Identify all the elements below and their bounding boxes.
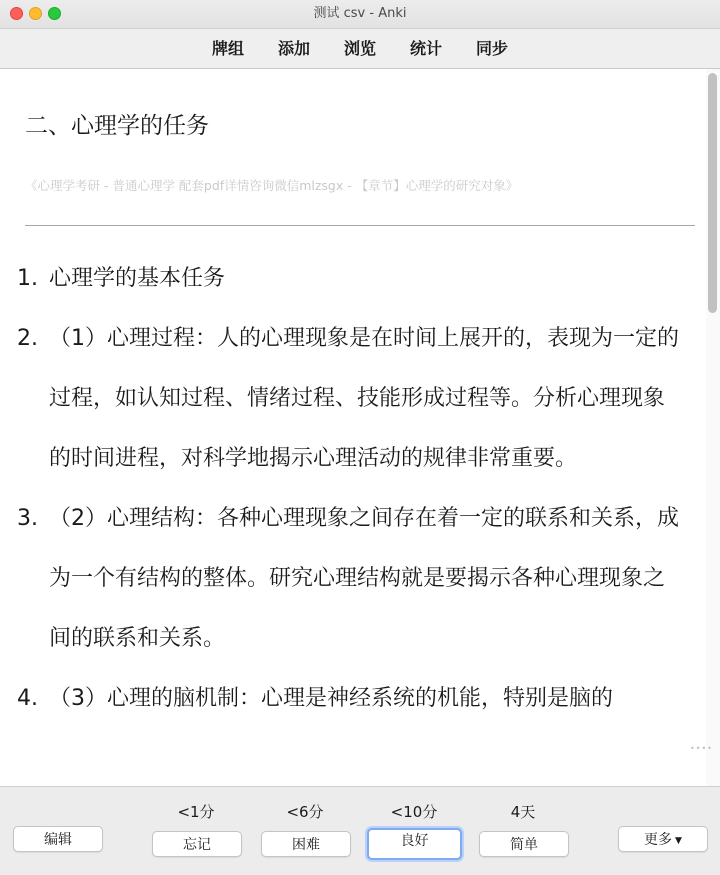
again-button[interactable]: 忘记 bbox=[152, 831, 242, 857]
list-text: （3）心理的脑机制：心理是神经系统的机能，特别是脑的 bbox=[49, 686, 613, 711]
list-text: 心理学的基本任务 bbox=[49, 266, 226, 291]
title-bar bbox=[0, 0, 720, 29]
more-label: 更多 bbox=[644, 832, 673, 848]
toolbar-add[interactable]: 添加 bbox=[277, 39, 310, 58]
scrollbar-thumb[interactable] bbox=[708, 73, 717, 313]
interval-easy: 4天 bbox=[510, 803, 536, 821]
edit-button[interactable]: 编辑 bbox=[13, 826, 103, 852]
answer-bar bbox=[0, 786, 720, 875]
list-number: 1. bbox=[17, 266, 38, 291]
list-number: 2. bbox=[17, 326, 38, 351]
card-source: 《心理学考研 - 普通心理学 配套pdf详情咨询微信mlzsgx - 【章节】心理学的研究对象》 bbox=[25, 178, 519, 193]
list-number: 4. bbox=[17, 686, 38, 711]
toolbar-browse[interactable]: 浏览 bbox=[343, 39, 376, 58]
divider bbox=[25, 225, 695, 226]
easy-button[interactable]: 简单 bbox=[479, 831, 569, 857]
window-title: 测试 csv - Anki bbox=[313, 6, 407, 21]
list-item bbox=[0, 309, 700, 489]
more-button[interactable] bbox=[618, 826, 708, 852]
card-heading: 二、心理学的任务 bbox=[25, 113, 209, 139]
interval-hard: <6分 bbox=[286, 803, 324, 821]
list-item bbox=[0, 669, 700, 729]
list-text: （1）心理过程：人的心理现象是在时间上展开的，表现为一定的过程，如认知过程、情绪过程、技能形成过程等。分析心理现象的时间进程，对科学地揭示心理活动的规律非常重要。 bbox=[49, 326, 679, 471]
card-content[interactable] bbox=[0, 69, 706, 786]
hard-button[interactable]: 困难 bbox=[261, 831, 351, 857]
main-toolbar bbox=[0, 29, 720, 69]
task-list bbox=[0, 249, 700, 729]
toolbar-sync[interactable]: 同步 bbox=[476, 39, 509, 58]
interval-again: <1分 bbox=[177, 803, 215, 821]
interval-good: <10分 bbox=[390, 803, 438, 821]
list-item bbox=[0, 489, 700, 669]
good-button[interactable]: 良好 bbox=[367, 828, 462, 860]
list-item bbox=[0, 249, 700, 309]
resize-handle-icon[interactable]: •••• bbox=[690, 744, 713, 753]
list-number: 3. bbox=[17, 506, 38, 531]
toolbar-stats[interactable]: 统计 bbox=[410, 39, 443, 58]
chevron-down-icon: ▼ bbox=[675, 836, 682, 846]
toolbar-decks[interactable]: 牌组 bbox=[211, 39, 244, 58]
list-text: （2）心理结构：各种心理现象之间存在着一定的联系和关系，成为一个有结构的整体。研究心理结构就是要揭示各种心理现象之间的联系和关系。 bbox=[49, 506, 679, 651]
